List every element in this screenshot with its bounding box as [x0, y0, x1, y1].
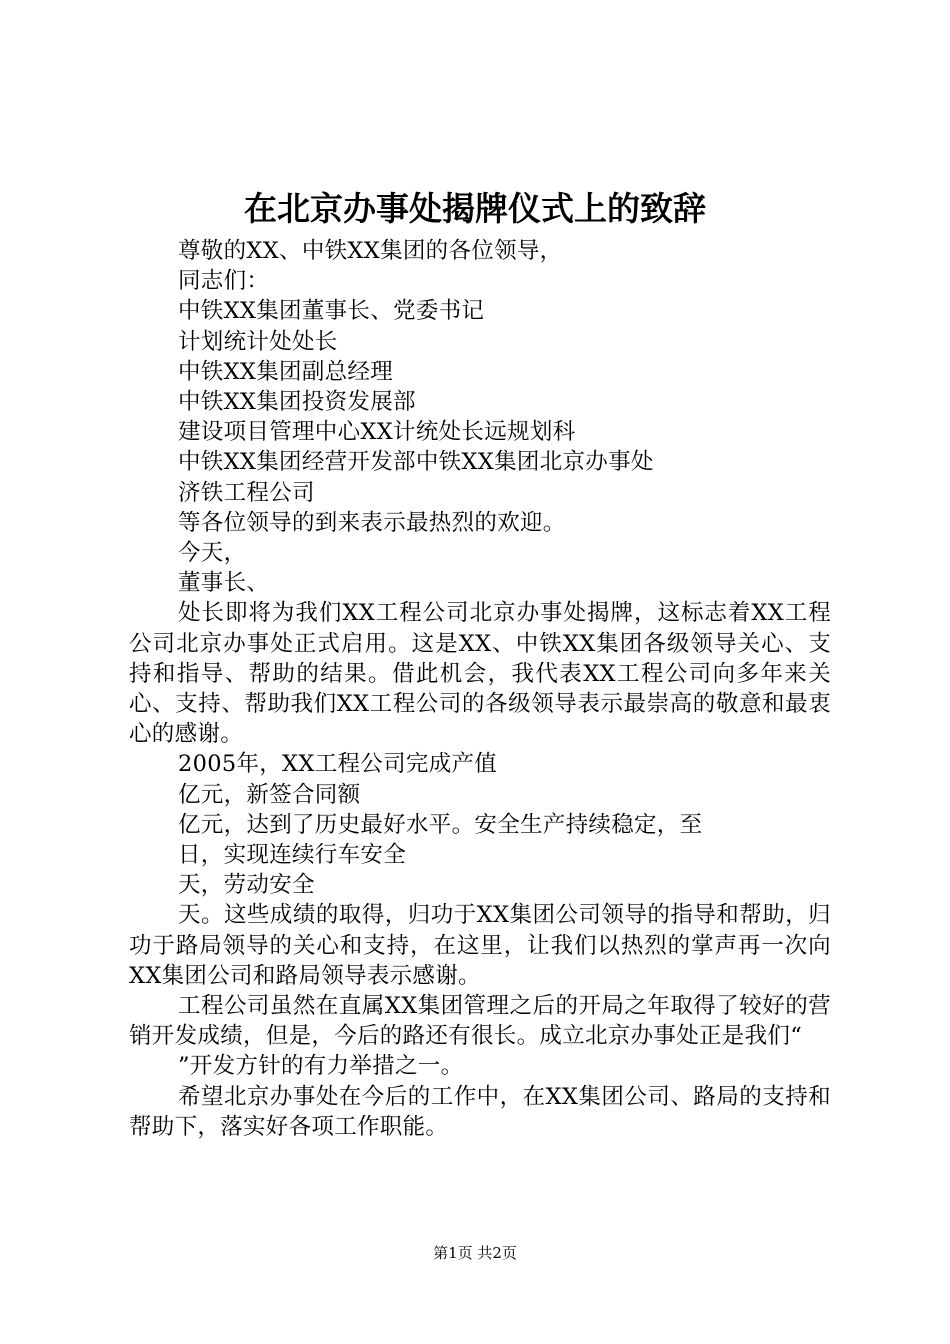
paragraph: 日，实现连续行车安全	[178, 842, 407, 869]
document-title: 在北京办事处揭牌仪式上的致辞	[244, 189, 706, 228]
paragraph: 亿元，达到了历史最好水平。安全生产持续稳定，至	[178, 811, 703, 838]
paragraph: 等各位领导的到来表示最热烈的欢迎。	[178, 509, 566, 536]
paragraph: 建设项目管理中心XX计统处长远规划科	[178, 419, 576, 446]
paragraph: 济铁工程公司	[178, 479, 315, 506]
paragraph: 尊敬的XX、中铁XX集团的各位领导，	[178, 238, 563, 264]
paragraph: 中铁XX集团投资发展部	[178, 389, 416, 416]
paragraph: 计划统计处处长	[178, 328, 338, 355]
paragraph: 中铁XX集团经营开发部中铁XX集团北京办事处	[178, 449, 654, 476]
paragraph: 天，劳动安全	[178, 872, 315, 899]
paragraph: 同志们：	[178, 268, 270, 295]
page-footer: 第1页 共2页	[433, 1244, 517, 1262]
paragraph: 工程公司虽然在直属XX集团管理之后的开局之年取得了较好的营销开发成绩，但是，今后的路还有很长。成立北京办事处正是我们“	[129, 993, 831, 1050]
paragraph: 亿元，新签合同额	[178, 781, 361, 808]
paragraph: 中铁XX集团副总经理	[178, 358, 394, 385]
paragraph: ”开发方针的有力举措之一。	[178, 1053, 464, 1080]
paragraph: 希望北京办事处在今后的工作中，在XX集团公司、路局的支持和帮助下，落实好各项工作职能。	[129, 1083, 831, 1140]
paragraph: 处长即将为我们XX工程公司北京办事处揭牌，这标志着XX工程公司北京办事处正式启用。这是XX、中铁XX集团各级领导关心、支持和指导、帮助的结果。借此机会，我代表XX工程公司向多年来关心、支持、帮助我们XX工程公司的各级领导表示最崇高的敬意和最衷心的感谢。	[129, 600, 831, 748]
paragraph: 董事长、	[178, 570, 270, 597]
paragraph: 中铁XX集团董事长、党委书记	[178, 298, 485, 325]
paragraph: 2005年，XX工程公司完成产值	[178, 751, 498, 778]
paragraph: 今天，	[178, 540, 247, 567]
document-body	[129, 236, 831, 1142]
paragraph: 天。这些成绩的取得，归功于XX集团公司领导的指导和帮助，归功于路局领导的关心和支持，在这里，让我们以热烈的掌声再一次向XX集团公司和路局领导表示感谢。	[129, 902, 831, 989]
